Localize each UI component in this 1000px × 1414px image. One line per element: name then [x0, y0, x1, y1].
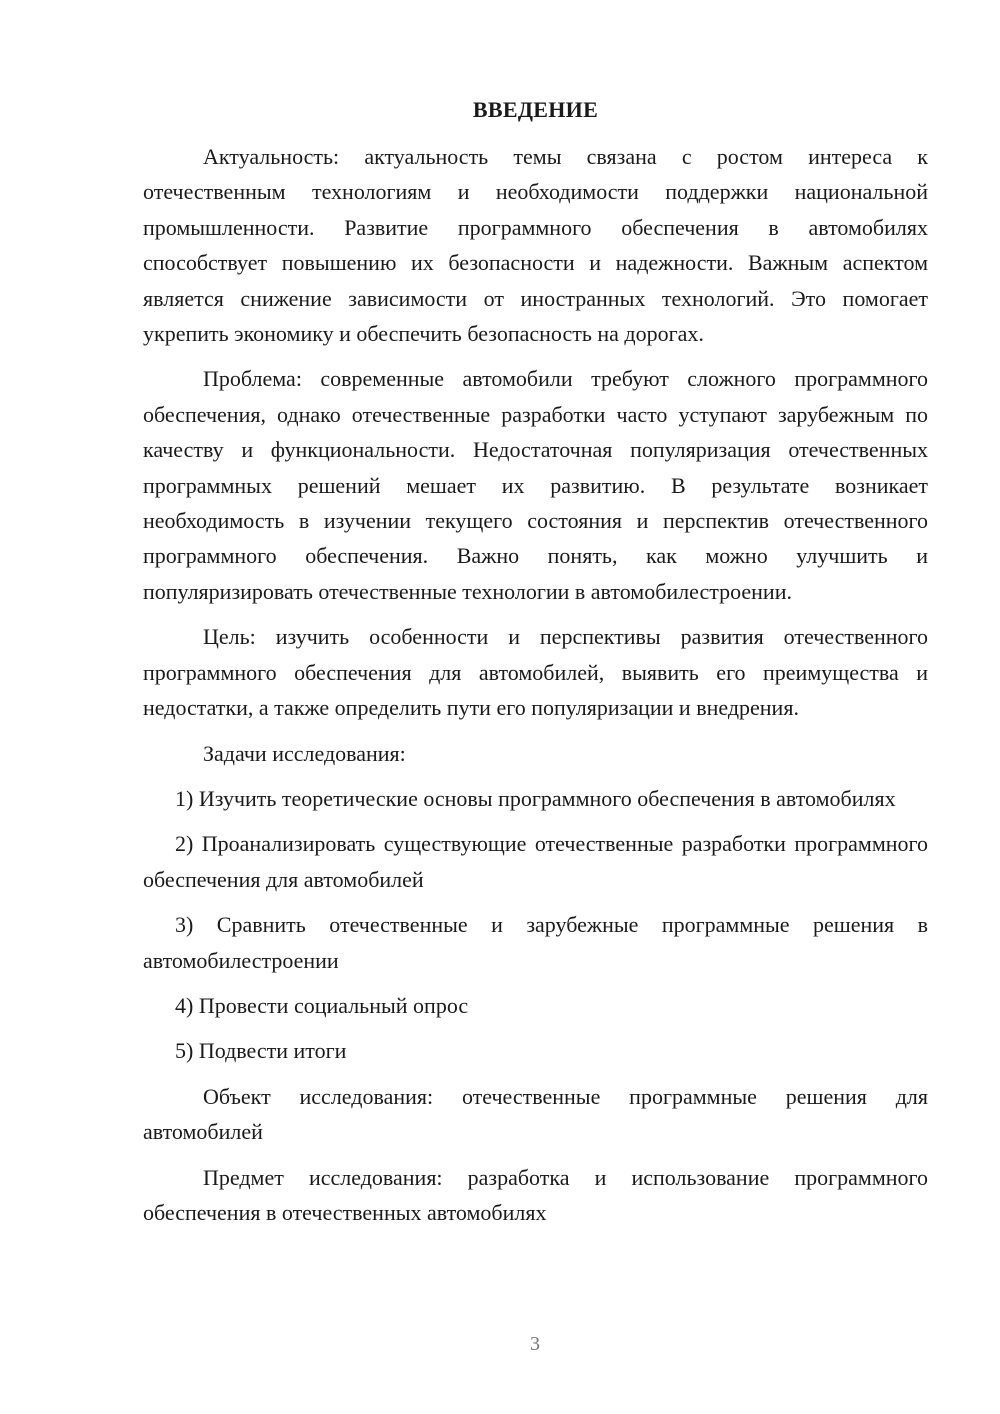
paragraph-relevance: Актуальность: актуальность темы связана с ростом интереса к отечественным технологиям и необходимости поддержки национальной промышленности. Развитие программного обеспечения в автомобилях способствует повышению их безопасности и надежности. Важным аспектом является снижение зависимости от иностранных технологий. Это помогает укрепить экономику и обеспечить безопасность на дорогах. — [143, 144, 928, 347]
paragraph-goal: Цель: изучить особенности и перспективы развития отечественного программного обеспечения для автомобилей, выявить его преимущества и недостатки, а также определить пути его популяризации и внедрения. — [143, 624, 928, 721]
task-item-1: 1) Изучить теоретические основы программного обеспечения в автомобилях — [175, 785, 896, 811]
paragraph-tasks-heading: Задачи исследования: — [203, 740, 406, 766]
page-content — [143, 92, 928, 1230]
page-number: 3 — [530, 1333, 540, 1355]
section-title: ВВЕДЕНИЕ — [472, 97, 599, 122]
task-item-2: 2) Проанализировать существующие отечественные разработки программного обеспечения для автомобилей — [143, 831, 928, 892]
paragraph-subject: Предмет исследования: разработка и использование программного обеспечения в отечественных автомобилях — [143, 1164, 928, 1225]
paragraph-problem: Проблема: современные автомобили требуют сложного программного обеспечения, однако отечественные разработки часто уступают зарубежным по качеству и функциональности. Недостаточная популяризация отечественных программных решений мешает их развитию. В результате возникает необходимость в изучении текущего состояния и перспектив отечественного программного обеспечения. Важно понять, как можно улучшить и популяризировать отечественные технологии в автомобилестроении. — [143, 366, 928, 604]
task-item-3: 3) Сравнить отечественные и зарубежные программные решения в автомобилестроении — [143, 912, 928, 973]
task-item-5: 5) Подвести итоги — [175, 1038, 347, 1064]
paragraph-object: Объект исследования: отечественные программные решения для автомобилей — [143, 1083, 928, 1145]
task-item-4: 4) Провести социальный опрос — [175, 992, 469, 1018]
